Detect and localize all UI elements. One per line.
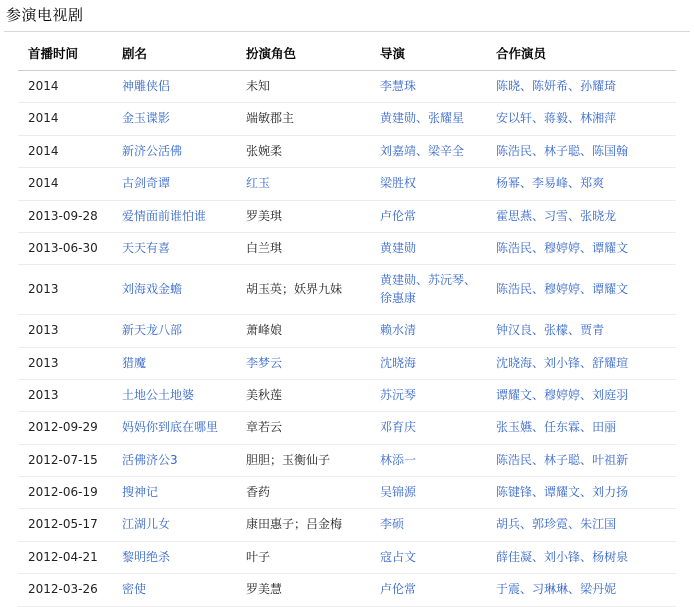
costars-link[interactable]: 陈浩民 bbox=[496, 143, 533, 158]
cell-director bbox=[370, 315, 486, 347]
name-separator: 、 bbox=[580, 355, 593, 370]
cell-costars bbox=[486, 477, 676, 509]
cell-costars bbox=[486, 574, 676, 606]
costars-link[interactable]: 穆婷婷 bbox=[544, 282, 581, 297]
costars-link[interactable]: 田丽 bbox=[592, 420, 617, 435]
cell-director bbox=[370, 379, 486, 411]
column-header-air-date: 首播时间 bbox=[18, 38, 112, 71]
director-link[interactable]: 苏沅琴 bbox=[380, 387, 417, 402]
director-link[interactable]: 邓育庆 bbox=[380, 420, 417, 435]
costars-link[interactable]: 孙耀琦 bbox=[580, 79, 617, 93]
show-title-link[interactable]: 爱情面前谁怕谁 bbox=[122, 208, 207, 223]
cell-role bbox=[236, 444, 370, 476]
cell-air-date: 2013 bbox=[18, 347, 112, 379]
cell-role bbox=[236, 135, 370, 167]
role-text: 胆胆；玉衡仙子 bbox=[246, 452, 331, 467]
costars-link[interactable]: 薛佳凝 bbox=[496, 549, 533, 564]
cell-director bbox=[370, 168, 486, 200]
cell-show-title bbox=[112, 168, 236, 200]
cell-role bbox=[236, 541, 370, 573]
name-separator: 、 bbox=[568, 517, 581, 532]
costars-link[interactable]: 舒耀瑄 bbox=[592, 355, 629, 370]
show-title-link[interactable]: 猎魔 bbox=[122, 355, 147, 370]
cell-show-title bbox=[112, 71, 236, 103]
show-title-link[interactable]: 江湖儿女 bbox=[122, 517, 171, 532]
costars-link[interactable]: 张檬 bbox=[544, 323, 569, 338]
cell-show-title bbox=[112, 574, 236, 606]
show-title-link[interactable]: 新济公活佛 bbox=[122, 143, 183, 158]
costars-link[interactable]: 陈浩民 bbox=[496, 452, 533, 467]
name-separator: 、 bbox=[532, 485, 545, 500]
cell-director bbox=[370, 541, 486, 573]
name-separator: 、 bbox=[520, 582, 533, 597]
role-text: 端敏郡主 bbox=[246, 111, 295, 126]
costars-link[interactable]: 陈键锋 bbox=[496, 485, 533, 500]
role-link[interactable]: 李梦云 bbox=[246, 355, 283, 370]
cell-costars bbox=[486, 541, 676, 573]
name-separator: 、 bbox=[568, 582, 581, 597]
cell-role bbox=[236, 379, 370, 411]
show-title-link[interactable]: 搜神记 bbox=[122, 485, 159, 500]
costars-link[interactable]: 林湘萍 bbox=[580, 111, 617, 126]
name-separator: 、 bbox=[532, 208, 545, 223]
costars-link[interactable]: 郭珍霓 bbox=[532, 517, 569, 532]
name-separator: 、 bbox=[580, 452, 593, 467]
cell-role bbox=[236, 412, 370, 444]
show-title-link[interactable]: 古剑奇谭 bbox=[122, 176, 171, 191]
table-header-row bbox=[18, 38, 676, 71]
cell-role bbox=[236, 477, 370, 509]
director-link[interactable]: 徐惠康 bbox=[380, 290, 417, 305]
name-separator: 、 bbox=[416, 143, 429, 158]
costars-link[interactable]: 陈浩民 bbox=[496, 240, 533, 255]
costars-link[interactable]: 陈浩民 bbox=[496, 282, 533, 297]
cell-costars bbox=[486, 265, 676, 315]
cell-show-title bbox=[112, 232, 236, 264]
cell-air-date: 2013 bbox=[18, 379, 112, 411]
costars-link[interactable]: 杨幂 bbox=[496, 176, 521, 191]
director-link[interactable]: 苏沅琴 bbox=[428, 273, 465, 288]
costars-link[interactable]: 穆婷婷 bbox=[544, 240, 581, 255]
table-row bbox=[18, 103, 676, 135]
cell-director bbox=[370, 232, 486, 264]
role-text: 未知 bbox=[246, 79, 271, 93]
name-separator: 、 bbox=[416, 273, 429, 288]
costars-link[interactable]: 梁丹妮 bbox=[580, 582, 617, 597]
name-separator: 、 bbox=[580, 240, 593, 255]
costars-link[interactable]: 郑爽 bbox=[580, 176, 605, 191]
table-row bbox=[18, 232, 676, 264]
cell-air-date: 2014 bbox=[18, 135, 112, 167]
name-separator: 、 bbox=[580, 387, 593, 402]
table-row bbox=[18, 135, 676, 167]
cell-air-date: 2014 bbox=[18, 168, 112, 200]
show-title-link[interactable]: 新天龙八部 bbox=[122, 323, 183, 338]
costars-link[interactable]: 穆婷婷 bbox=[544, 387, 581, 402]
costars-link[interactable]: 林子聪 bbox=[544, 452, 581, 467]
column-header-director: 导演 bbox=[370, 38, 486, 71]
cell-role bbox=[236, 232, 370, 264]
costars-link[interactable]: 刘庭羽 bbox=[592, 387, 629, 402]
cell-show-title bbox=[112, 541, 236, 573]
name-separator: 、 bbox=[580, 282, 593, 297]
cell-air-date: 2013-09-28 bbox=[18, 200, 112, 232]
role-text: 萧峰娘 bbox=[246, 323, 283, 338]
table-row bbox=[18, 71, 676, 103]
costars-link[interactable]: 任东霖 bbox=[544, 420, 581, 435]
cell-role bbox=[236, 574, 370, 606]
table-body bbox=[18, 71, 676, 607]
cell-director bbox=[370, 103, 486, 135]
costars-link[interactable]: 谭耀文 bbox=[592, 282, 629, 297]
cell-show-title bbox=[112, 509, 236, 541]
cell-costars bbox=[486, 200, 676, 232]
costars-link[interactable]: 霍思燕 bbox=[496, 208, 533, 223]
cell-show-title bbox=[112, 265, 236, 315]
director-link[interactable]: 黄建勋 bbox=[380, 111, 417, 126]
costars-link[interactable]: 杨树泉 bbox=[592, 549, 629, 564]
cell-director bbox=[370, 509, 486, 541]
costars-link[interactable]: 朱江国 bbox=[580, 517, 617, 532]
name-separator: 、 bbox=[520, 176, 533, 191]
cell-air-date: 2014 bbox=[18, 103, 112, 135]
title-divider bbox=[4, 31, 690, 32]
role-text: 白兰琪 bbox=[246, 240, 283, 255]
director-link[interactable]: 刘嘉靖 bbox=[380, 143, 417, 158]
role-link[interactable]: 红玉 bbox=[246, 176, 271, 191]
name-separator: 、 bbox=[532, 452, 545, 467]
cell-director bbox=[370, 412, 486, 444]
director-link[interactable]: 李硕 bbox=[380, 517, 405, 532]
name-separator: 、 bbox=[580, 143, 593, 158]
cell-costars bbox=[486, 509, 676, 541]
name-separator: 、 bbox=[532, 240, 545, 255]
cell-role bbox=[236, 71, 370, 103]
name-separator: 、 bbox=[532, 282, 545, 297]
cell-costars bbox=[486, 103, 676, 135]
costars-link[interactable]: 刘小锋 bbox=[544, 549, 581, 564]
cell-air-date: 2013-06-30 bbox=[18, 232, 112, 264]
name-separator: 、 bbox=[532, 111, 545, 126]
column-header-show-title: 剧名 bbox=[112, 38, 236, 71]
cell-air-date: 2012-06-19 bbox=[18, 477, 112, 509]
cell-director bbox=[370, 200, 486, 232]
cell-costars bbox=[486, 71, 676, 103]
name-separator: 、 bbox=[580, 420, 593, 435]
cell-director bbox=[370, 477, 486, 509]
table-row bbox=[18, 315, 676, 347]
cell-costars bbox=[486, 315, 676, 347]
cell-air-date: 2012-07-15 bbox=[18, 444, 112, 476]
costars-link[interactable]: 谭耀文 bbox=[496, 387, 533, 402]
director-link[interactable]: 黄建勋 bbox=[380, 273, 417, 288]
cell-costars bbox=[486, 444, 676, 476]
name-separator: 、 bbox=[520, 79, 533, 93]
name-separator: 、 bbox=[568, 323, 581, 338]
cell-air-date: 2012-05-17 bbox=[18, 509, 112, 541]
cell-show-title bbox=[112, 444, 236, 476]
cell-air-date: 2013 bbox=[18, 315, 112, 347]
cell-role bbox=[236, 265, 370, 315]
role-text: 康田惠子；吕金梅 bbox=[246, 517, 343, 532]
director-link[interactable]: 黄建勋 bbox=[380, 240, 417, 255]
cell-costars bbox=[486, 135, 676, 167]
director-link[interactable]: 李慧珠 bbox=[380, 79, 417, 93]
costars-link[interactable]: 安以轩 bbox=[496, 111, 533, 126]
table-row bbox=[18, 444, 676, 476]
table-row bbox=[18, 379, 676, 411]
cell-show-title bbox=[112, 200, 236, 232]
cell-role bbox=[236, 509, 370, 541]
cell-director bbox=[370, 71, 486, 103]
cell-show-title bbox=[112, 477, 236, 509]
director-link[interactable]: 林添一 bbox=[380, 452, 417, 467]
costars-link[interactable]: 谭耀文 bbox=[592, 240, 629, 255]
name-separator: 、 bbox=[532, 323, 545, 338]
director-link[interactable]: 卢伦常 bbox=[380, 208, 417, 223]
name-separator: 、 bbox=[532, 549, 545, 564]
role-text: 美秋莲 bbox=[246, 387, 283, 402]
name-separator: 、 bbox=[568, 176, 581, 191]
costars-link[interactable]: 李易峰 bbox=[532, 176, 569, 191]
show-title-link[interactable]: 金玉谍影 bbox=[122, 111, 171, 126]
show-title-link[interactable]: 密使 bbox=[122, 582, 147, 597]
cell-costars bbox=[486, 347, 676, 379]
show-title-link[interactable]: 妈妈你到底在哪里 bbox=[122, 420, 219, 435]
name-separator: 、 bbox=[532, 355, 545, 370]
table-row bbox=[18, 541, 676, 573]
costars-link[interactable]: 沈晓海 bbox=[496, 355, 533, 370]
cell-director bbox=[370, 574, 486, 606]
costars-link[interactable]: 刘小锋 bbox=[544, 355, 581, 370]
role-text: 罗美琪 bbox=[246, 208, 283, 223]
show-title-link[interactable]: 神雕侠侣 bbox=[122, 79, 171, 93]
costars-link[interactable]: 蒋毅 bbox=[544, 111, 569, 126]
cell-role bbox=[236, 168, 370, 200]
name-separator: 、 bbox=[568, 111, 581, 126]
table-row bbox=[18, 574, 676, 606]
show-title-link[interactable]: 土地公土地婆 bbox=[122, 387, 195, 402]
show-title-link[interactable]: 天天有喜 bbox=[122, 240, 171, 255]
costars-link[interactable]: 刘力扬 bbox=[592, 485, 629, 500]
tv-credits-table bbox=[18, 38, 676, 607]
name-separator: 、 bbox=[568, 208, 581, 223]
cell-role bbox=[236, 103, 370, 135]
table-row bbox=[18, 412, 676, 444]
director-link[interactable]: 梁辛全 bbox=[428, 143, 465, 158]
cell-director bbox=[370, 265, 486, 315]
role-text: 叶子 bbox=[246, 549, 271, 564]
name-separator: 、 bbox=[520, 517, 533, 532]
show-title-link[interactable]: 活佛济公3 bbox=[122, 452, 178, 467]
costars-link[interactable]: 张玉嬿 bbox=[496, 420, 533, 435]
cell-role bbox=[236, 347, 370, 379]
cell-costars bbox=[486, 379, 676, 411]
name-separator: 、 bbox=[580, 485, 593, 500]
cell-director bbox=[370, 347, 486, 379]
table-row bbox=[18, 347, 676, 379]
director-link[interactable]: 张耀星 bbox=[428, 111, 465, 126]
cell-show-title bbox=[112, 315, 236, 347]
director-link[interactable]: 卢伦常 bbox=[380, 582, 417, 597]
cell-air-date: 2012-03-26 bbox=[18, 574, 112, 606]
table-row bbox=[18, 265, 676, 315]
role-text: 章若云 bbox=[246, 420, 283, 435]
cell-show-title bbox=[112, 135, 236, 167]
costars-link[interactable]: 林子聪 bbox=[544, 143, 581, 158]
role-text: 香药 bbox=[246, 485, 271, 500]
director-link[interactable]: 吴锦源 bbox=[380, 485, 417, 500]
director-link[interactable]: 沈晓海 bbox=[380, 355, 417, 370]
costars-link[interactable]: 叶祖新 bbox=[592, 452, 629, 467]
costars-link[interactable]: 习雪 bbox=[544, 208, 569, 223]
cell-show-title bbox=[112, 412, 236, 444]
role-text: 张婉柔 bbox=[246, 143, 283, 158]
role-text: 罗美慧 bbox=[246, 582, 283, 597]
table-row bbox=[18, 509, 676, 541]
name-separator: 、 bbox=[532, 387, 545, 402]
name-separator: 、 bbox=[532, 143, 545, 158]
show-title-link[interactable]: 黎明绝杀 bbox=[122, 549, 171, 564]
cell-air-date: 2012-04-21 bbox=[18, 541, 112, 573]
director-link[interactable]: 赖水清 bbox=[380, 323, 417, 338]
director-link[interactable]: 梁胜权 bbox=[380, 176, 417, 191]
costars-link[interactable]: 谭耀文 bbox=[544, 485, 581, 500]
cell-costars bbox=[486, 232, 676, 264]
page-title: 参演电视剧 bbox=[6, 6, 84, 24]
cell-air-date: 2012-09-29 bbox=[18, 412, 112, 444]
cell-costars bbox=[486, 412, 676, 444]
table-row bbox=[18, 168, 676, 200]
column-header-costars: 合作演员 bbox=[486, 38, 676, 71]
cell-show-title bbox=[112, 379, 236, 411]
costars-link[interactable]: 钟汉良 bbox=[496, 323, 533, 338]
show-title-link[interactable]: 刘海戏金蟾 bbox=[122, 282, 183, 297]
name-separator: 、 bbox=[568, 79, 581, 93]
costars-link[interactable]: 陈晓 bbox=[496, 79, 521, 93]
role-text: 胡玉英；妖界九妹 bbox=[246, 282, 343, 297]
cell-role bbox=[236, 315, 370, 347]
cell-show-title bbox=[112, 347, 236, 379]
cell-director bbox=[370, 444, 486, 476]
costars-link[interactable]: 贾青 bbox=[580, 323, 605, 338]
table-row bbox=[18, 200, 676, 232]
cell-director bbox=[370, 135, 486, 167]
director-link[interactable]: 寇占文 bbox=[380, 549, 417, 564]
costars-link[interactable]: 张晓龙 bbox=[580, 208, 617, 223]
costars-link[interactable]: 习琳琳 bbox=[532, 582, 569, 597]
cell-role bbox=[236, 200, 370, 232]
name-separator: 、 bbox=[464, 273, 477, 288]
cell-air-date: 2014 bbox=[18, 71, 112, 103]
costars-link[interactable]: 胡兵 bbox=[496, 517, 521, 532]
column-header-role: 扮演角色 bbox=[236, 38, 370, 71]
name-separator: 、 bbox=[580, 549, 593, 564]
costars-link[interactable]: 陈国翰 bbox=[592, 143, 629, 158]
cell-show-title bbox=[112, 103, 236, 135]
cell-costars bbox=[486, 168, 676, 200]
cell-air-date: 2013 bbox=[18, 265, 112, 315]
table-row bbox=[18, 477, 676, 509]
name-separator: 、 bbox=[532, 420, 545, 435]
name-separator: 、 bbox=[416, 111, 429, 126]
costars-link[interactable]: 于震 bbox=[496, 582, 521, 597]
costars-link[interactable]: 陈妍希 bbox=[532, 79, 569, 93]
